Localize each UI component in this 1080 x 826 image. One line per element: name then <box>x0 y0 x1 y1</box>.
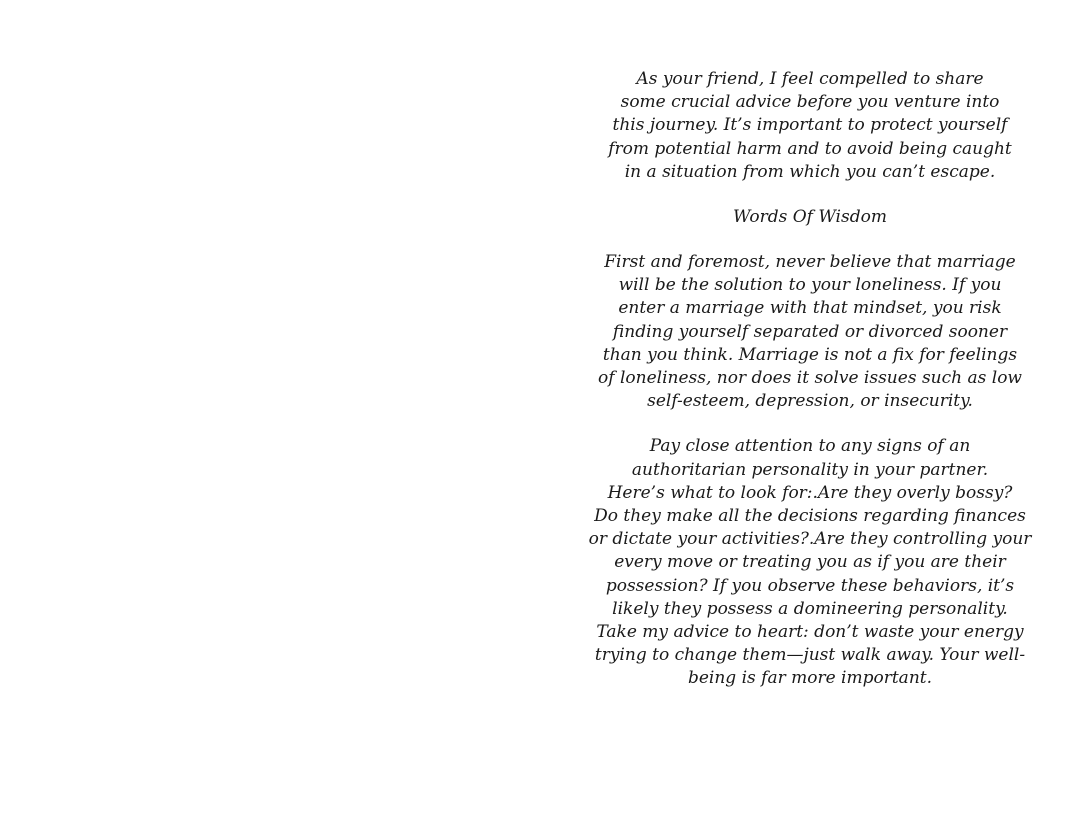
paragraph-line: possession? If you observe these behaviors, it’s <box>605 575 1015 596</box>
text-column <box>565 68 1055 691</box>
paragraph-line: Pay close attention to any signs of an <box>649 436 971 457</box>
paragraph-line: of loneliness, nor does it solve issues such as low <box>598 368 1022 389</box>
paragraph-line: being is far more important. <box>687 668 933 689</box>
paragraph-marriage-loneliness <box>565 251 1055 413</box>
intro-paragraph <box>565 68 1055 184</box>
intro-line: from potential harm and to avoid being caught <box>608 138 1012 159</box>
paragraph-line: authoritarian personality in your partner. <box>631 459 989 480</box>
paragraph-line: or dictate your activities?.Are they controlling your <box>588 529 1032 550</box>
paragraph-line: every move or treating you as if you are their <box>614 552 1006 573</box>
paragraph-spacer <box>565 413 1055 435</box>
intro-line: this journey. It’s important to protect yourself <box>612 115 1008 136</box>
paragraph-line: than you think. Marriage is not a fix for feelings <box>602 344 1018 365</box>
paragraph-line: self-esteem, depression, or insecurity. <box>647 391 973 412</box>
paragraph-line: Take my advice to heart: don’t waste your energy <box>596 622 1024 643</box>
intro-line: some crucial advice before you venture into <box>620 92 1000 113</box>
paragraph-line: Here’s what to look for:.Are they overly bossy? <box>607 482 1013 503</box>
paragraph-line: enter a marriage with that mindset, you risk <box>618 298 1002 319</box>
paragraph-line: will be the solution to your loneliness. If you <box>618 275 1002 296</box>
paragraph-line: trying to change them—just walk away. Your well- <box>594 645 1026 666</box>
section-heading: Words Of Wisdom <box>733 207 887 228</box>
paragraph-line: First and foremost, never believe that marriage <box>604 252 1016 273</box>
paragraph-line: finding yourself separated or divorced sooner <box>612 321 1008 342</box>
intro-line: in a situation from which you can’t escape. <box>624 161 996 182</box>
intro-line: As your friend, I feel compelled to share <box>636 69 984 89</box>
paragraph-line: likely they possess a domineering personality. <box>612 598 1008 619</box>
paragraph-line: Do they make all the decisions regarding finances <box>594 506 1026 527</box>
paragraph-authoritarian-partner <box>565 435 1055 690</box>
